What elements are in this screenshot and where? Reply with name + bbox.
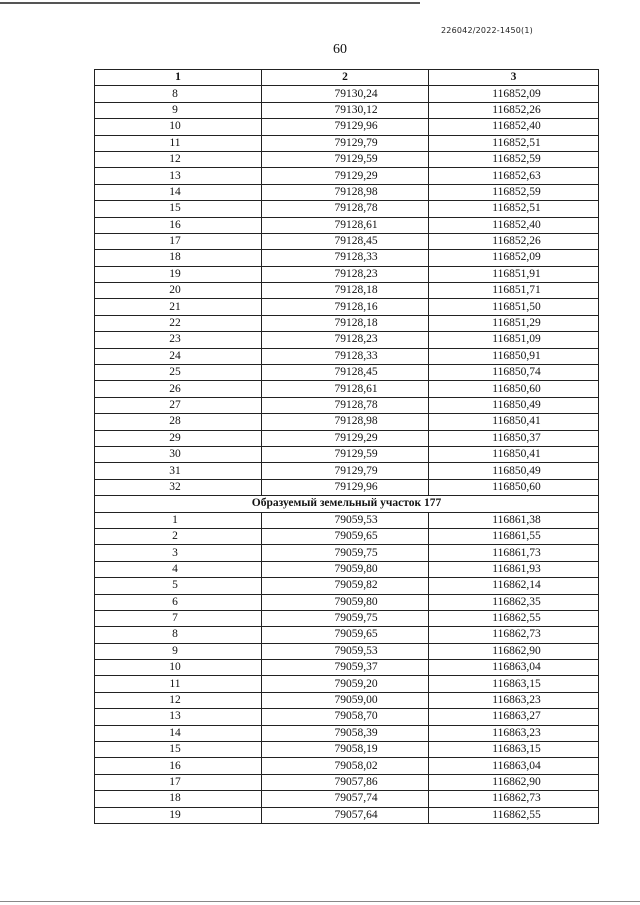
y-coordinate-cell: 116850,41: [429, 446, 599, 462]
x-coordinate-cell: 79128,16: [262, 299, 429, 315]
y-coordinate-cell: 116852,26: [429, 233, 599, 249]
x-coordinate-cell: 79130,12: [262, 102, 429, 118]
column-header: 3: [429, 70, 599, 86]
x-coordinate-cell: 79059,53: [262, 512, 429, 528]
page-number: 60: [333, 42, 347, 57]
point-number-cell: 17: [95, 774, 262, 790]
table-row: [95, 332, 599, 348]
y-coordinate-cell: 116852,59: [429, 151, 599, 167]
y-coordinate-cell: 116863,04: [429, 660, 599, 676]
section-row: [95, 496, 599, 512]
point-number-cell: 14: [95, 184, 262, 200]
point-number-cell: 11: [95, 135, 262, 151]
x-coordinate-cell: 79129,79: [262, 463, 429, 479]
point-number-cell: 30: [95, 446, 262, 462]
x-coordinate-cell: 79059,65: [262, 528, 429, 544]
point-number-cell: 31: [95, 463, 262, 479]
point-number-cell: 18: [95, 250, 262, 266]
table-row: [95, 348, 599, 364]
x-coordinate-cell: 79128,18: [262, 283, 429, 299]
table-row: [95, 463, 599, 479]
x-coordinate-cell: 79058,70: [262, 709, 429, 725]
table-row: [95, 692, 599, 708]
table-row: [95, 184, 599, 200]
point-number-cell: 15: [95, 742, 262, 758]
y-coordinate-cell: 116862,14: [429, 578, 599, 594]
x-coordinate-cell: 79057,74: [262, 791, 429, 807]
x-coordinate-cell: 79128,98: [262, 414, 429, 430]
point-number-cell: 9: [95, 643, 262, 659]
point-number-cell: 8: [95, 627, 262, 643]
y-coordinate-cell: 116851,91: [429, 266, 599, 282]
table-row: [95, 660, 599, 676]
point-number-cell: 22: [95, 315, 262, 331]
x-coordinate-cell: 79059,75: [262, 545, 429, 561]
y-coordinate-cell: 116850,49: [429, 397, 599, 413]
table-row: [95, 315, 599, 331]
y-coordinate-cell: 116852,51: [429, 135, 599, 151]
table-row: [95, 676, 599, 692]
y-coordinate-cell: 116862,90: [429, 774, 599, 790]
scan-edge-line-bottom: [0, 901, 640, 902]
point-number-cell: 15: [95, 201, 262, 217]
table-row: [95, 135, 599, 151]
column-header: 2: [262, 70, 429, 86]
y-coordinate-cell: 116862,35: [429, 594, 599, 610]
point-number-cell: 4: [95, 561, 262, 577]
point-number-cell: 18: [95, 791, 262, 807]
x-coordinate-cell: 79128,78: [262, 201, 429, 217]
x-coordinate-cell: 79129,96: [262, 119, 429, 135]
table-row: [95, 807, 599, 823]
table-row: [95, 86, 599, 102]
x-coordinate-cell: 79129,96: [262, 479, 429, 495]
table-row: [95, 791, 599, 807]
x-coordinate-cell: 79129,29: [262, 430, 429, 446]
column-header: 1: [95, 70, 262, 86]
y-coordinate-cell: 116851,50: [429, 299, 599, 315]
x-coordinate-cell: 79129,59: [262, 446, 429, 462]
y-coordinate-cell: 116862,90: [429, 643, 599, 659]
table-row: [95, 758, 599, 774]
y-coordinate-cell: 116851,09: [429, 332, 599, 348]
y-coordinate-cell: 116852,59: [429, 184, 599, 200]
point-number-cell: 11: [95, 676, 262, 692]
y-coordinate-cell: 116863,15: [429, 742, 599, 758]
table-row: [95, 479, 599, 495]
table-row: [95, 545, 599, 561]
point-number-cell: 7: [95, 610, 262, 626]
x-coordinate-cell: 79059,00: [262, 692, 429, 708]
point-number-cell: 13: [95, 168, 262, 184]
point-number-cell: 23: [95, 332, 262, 348]
point-number-cell: 5: [95, 578, 262, 594]
x-coordinate-cell: 79059,65: [262, 627, 429, 643]
table-row: [95, 233, 599, 249]
point-number-cell: 3: [95, 545, 262, 561]
point-number-cell: 26: [95, 381, 262, 397]
y-coordinate-cell: 116861,93: [429, 561, 599, 577]
x-coordinate-cell: 79059,37: [262, 660, 429, 676]
x-coordinate-cell: 79128,33: [262, 348, 429, 364]
point-number-cell: 2: [95, 528, 262, 544]
x-coordinate-cell: 79128,78: [262, 397, 429, 413]
x-coordinate-cell: 79128,61: [262, 381, 429, 397]
y-coordinate-cell: 116861,55: [429, 528, 599, 544]
y-coordinate-cell: 116852,26: [429, 102, 599, 118]
y-coordinate-cell: 116850,60: [429, 479, 599, 495]
section-title: Образуемый земельный участок 177: [95, 496, 599, 512]
x-coordinate-cell: 79128,61: [262, 217, 429, 233]
x-coordinate-cell: 79129,79: [262, 135, 429, 151]
y-coordinate-cell: 116862,55: [429, 610, 599, 626]
table-row: [95, 528, 599, 544]
x-coordinate-cell: 79057,86: [262, 774, 429, 790]
point-number-cell: 14: [95, 725, 262, 741]
table-row: [95, 151, 599, 167]
table-row: [95, 610, 599, 626]
table-row: [95, 512, 599, 528]
x-coordinate-cell: 79128,23: [262, 266, 429, 282]
table-row: [95, 774, 599, 790]
table-row: [95, 414, 599, 430]
y-coordinate-cell: 116863,23: [429, 725, 599, 741]
point-number-cell: 6: [95, 594, 262, 610]
y-coordinate-cell: 116852,09: [429, 86, 599, 102]
y-coordinate-cell: 116862,55: [429, 807, 599, 823]
table-row: [95, 627, 599, 643]
coordinates-table: [94, 69, 599, 824]
table-row: [95, 201, 599, 217]
table-row: [95, 250, 599, 266]
y-coordinate-cell: 116863,27: [429, 709, 599, 725]
point-number-cell: 29: [95, 430, 262, 446]
table-row: [95, 299, 599, 315]
table-row: [95, 119, 599, 135]
x-coordinate-cell: 79129,29: [262, 168, 429, 184]
table-row: [95, 381, 599, 397]
y-coordinate-cell: 116850,37: [429, 430, 599, 446]
point-number-cell: 10: [95, 660, 262, 676]
point-number-cell: 12: [95, 151, 262, 167]
point-number-cell: 19: [95, 266, 262, 282]
point-number-cell: 16: [95, 217, 262, 233]
point-number-cell: 19: [95, 807, 262, 823]
y-coordinate-cell: 116861,38: [429, 512, 599, 528]
x-coordinate-cell: 79128,18: [262, 315, 429, 331]
x-coordinate-cell: 79128,45: [262, 233, 429, 249]
x-coordinate-cell: 79059,80: [262, 594, 429, 610]
table-row: [95, 217, 599, 233]
y-coordinate-cell: 116863,23: [429, 692, 599, 708]
y-coordinate-cell: 116852,63: [429, 168, 599, 184]
y-coordinate-cell: 116850,49: [429, 463, 599, 479]
x-coordinate-cell: 79058,02: [262, 758, 429, 774]
y-coordinate-cell: 116863,15: [429, 676, 599, 692]
x-coordinate-cell: 79128,45: [262, 365, 429, 381]
y-coordinate-cell: 116852,40: [429, 119, 599, 135]
point-number-cell: 12: [95, 692, 262, 708]
table-row: [95, 725, 599, 741]
point-number-cell: 32: [95, 479, 262, 495]
table-row: [95, 365, 599, 381]
y-coordinate-cell: 116850,91: [429, 348, 599, 364]
point-number-cell: 17: [95, 233, 262, 249]
y-coordinate-cell: 116852,51: [429, 201, 599, 217]
table-row: [95, 578, 599, 594]
point-number-cell: 16: [95, 758, 262, 774]
table-row: [95, 397, 599, 413]
point-number-cell: 9: [95, 102, 262, 118]
y-coordinate-cell: 116863,04: [429, 758, 599, 774]
point-number-cell: 21: [95, 299, 262, 315]
table-row: [95, 709, 599, 725]
y-coordinate-cell: 116850,41: [429, 414, 599, 430]
y-coordinate-cell: 116852,40: [429, 217, 599, 233]
table-row: [95, 446, 599, 462]
x-coordinate-cell: 79128,98: [262, 184, 429, 200]
y-coordinate-cell: 116862,73: [429, 791, 599, 807]
table-row: [95, 102, 599, 118]
table-row: [95, 266, 599, 282]
x-coordinate-cell: 79057,64: [262, 807, 429, 823]
y-coordinate-cell: 116850,74: [429, 365, 599, 381]
point-number-cell: 27: [95, 397, 262, 413]
point-number-cell: 24: [95, 348, 262, 364]
table-row: [95, 168, 599, 184]
table-row: [95, 430, 599, 446]
point-number-cell: 28: [95, 414, 262, 430]
x-coordinate-cell: 79059,53: [262, 643, 429, 659]
point-number-cell: 1: [95, 512, 262, 528]
scan-edge-line: [0, 2, 420, 4]
point-number-cell: 10: [95, 119, 262, 135]
y-coordinate-cell: 116862,73: [429, 627, 599, 643]
point-number-cell: 20: [95, 283, 262, 299]
table-row: [95, 643, 599, 659]
x-coordinate-cell: 79058,39: [262, 725, 429, 741]
y-coordinate-cell: 116851,29: [429, 315, 599, 331]
x-coordinate-cell: 79130,24: [262, 86, 429, 102]
table-row: [95, 594, 599, 610]
x-coordinate-cell: 79128,23: [262, 332, 429, 348]
y-coordinate-cell: 116852,09: [429, 250, 599, 266]
point-number-cell: 13: [95, 709, 262, 725]
x-coordinate-cell: 79058,19: [262, 742, 429, 758]
table-header-row: [95, 70, 599, 86]
table-row: [95, 742, 599, 758]
table-row: [95, 283, 599, 299]
y-coordinate-cell: 116851,71: [429, 283, 599, 299]
y-coordinate-cell: 116850,60: [429, 381, 599, 397]
table-body: [95, 86, 599, 824]
x-coordinate-cell: 79059,80: [262, 561, 429, 577]
point-number-cell: 25: [95, 365, 262, 381]
x-coordinate-cell: 79059,82: [262, 578, 429, 594]
x-coordinate-cell: 79059,75: [262, 610, 429, 626]
x-coordinate-cell: 79059,20: [262, 676, 429, 692]
point-number-cell: 8: [95, 86, 262, 102]
table-row: [95, 561, 599, 577]
document-id: 226042/2022-1450(1): [441, 26, 533, 35]
x-coordinate-cell: 79129,59: [262, 151, 429, 167]
y-coordinate-cell: 116861,73: [429, 545, 599, 561]
x-coordinate-cell: 79128,33: [262, 250, 429, 266]
